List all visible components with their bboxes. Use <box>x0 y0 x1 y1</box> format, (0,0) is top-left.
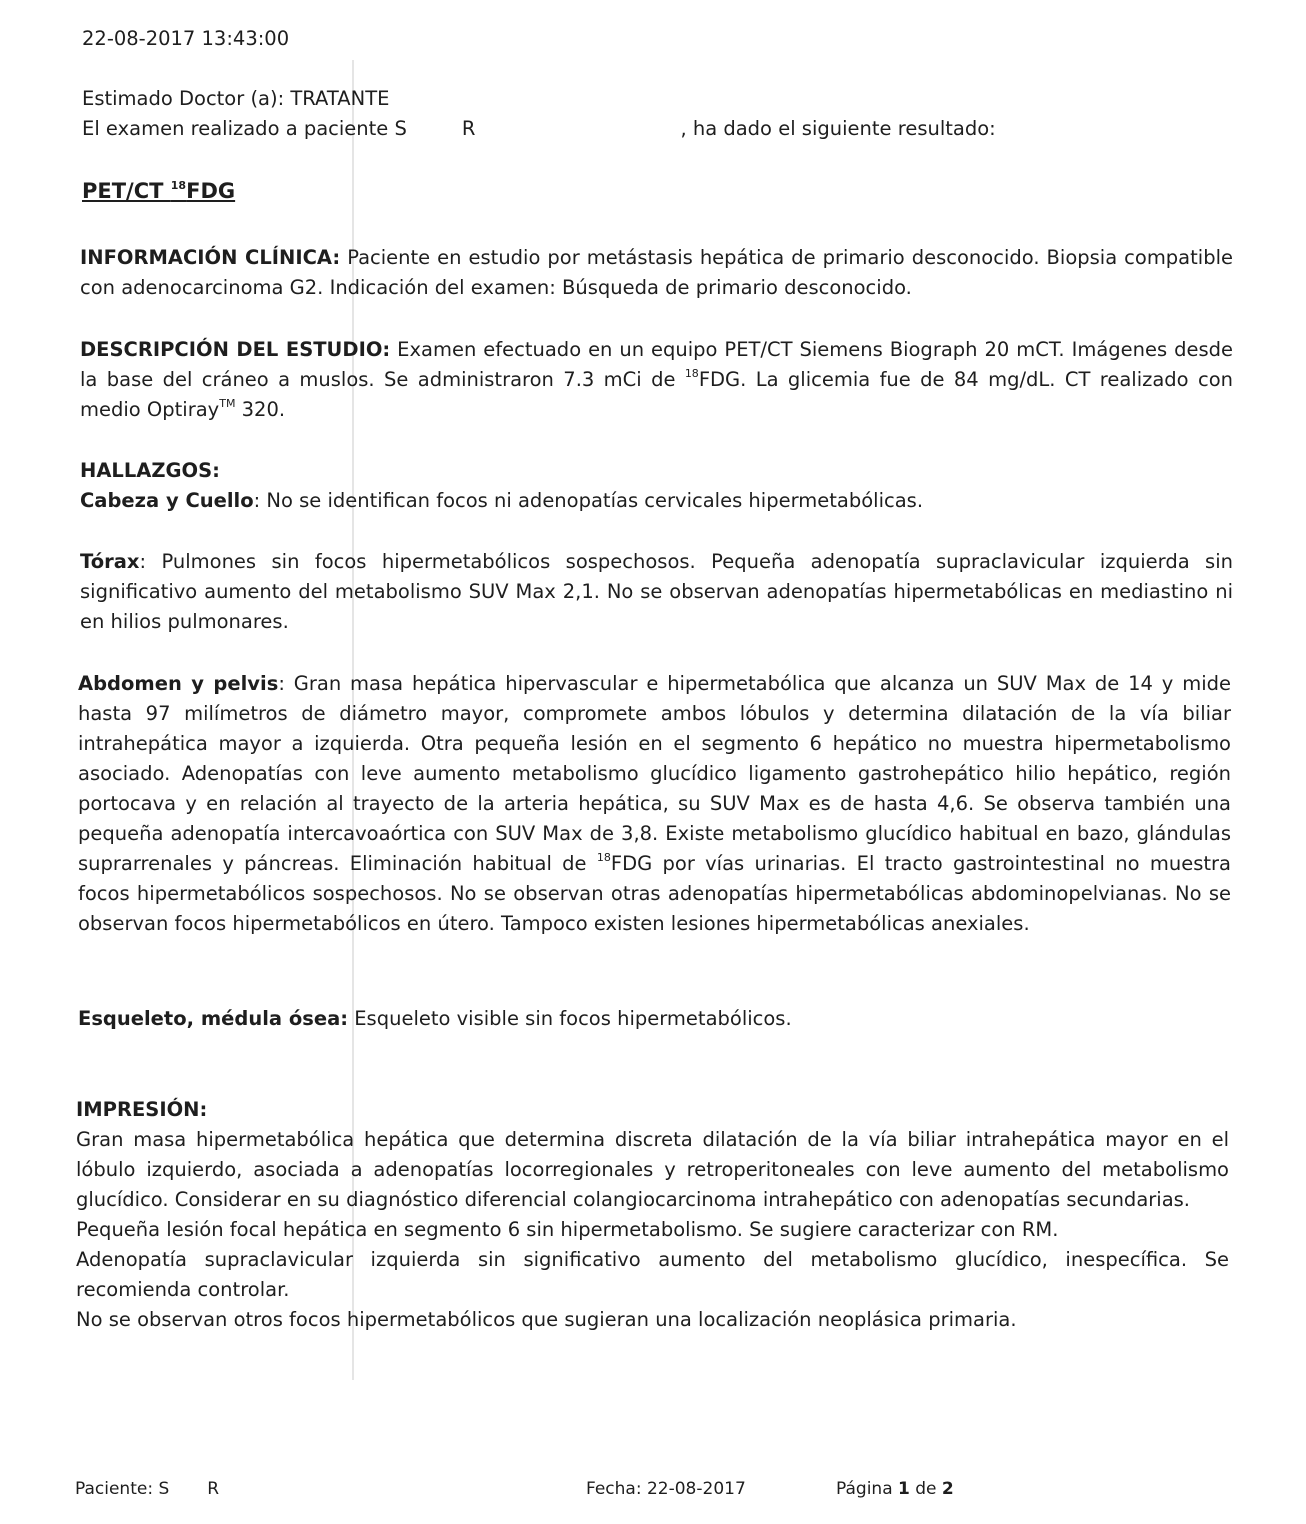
footer-page-sep: de <box>909 1479 942 1499</box>
description-sup-tm: TM <box>219 397 236 410</box>
footer-page-number <box>836 1474 954 1504</box>
description-text-3: 320. <box>235 398 286 421</box>
impression-paragraph-1: Gran masa hipermetabólica hepática que determina discreta dilatación de la vía biliar intrahepática mayor en el lóbulo izquierdo, asociada a adenopatías locorregionales y retroperitoneales con leve aumento del metabolismo glucídico. Considerar en su diagnóstico diferencial colangiocarcinoma intrahepático con adenopatías secundarias. <box>76 1128 1229 1211</box>
findings-heading <box>80 456 220 486</box>
impression-heading <box>76 1095 207 1125</box>
abdomen-text-2: FDG por vías urinarias. El tracto gastrointestinal no muestra focos hipermetabólicos sospechosos. No se observan otras adenopatías hipermetabólicas abdominopelvianas. No se observan focos hipermetabólicos en útero. Tampoco existen lesiones hipermetabólicas anexiales. <box>78 852 1231 935</box>
study-description <box>80 335 1233 425</box>
description-text-2: FDG. La glicemia fue de 84 mg/dL. CT realizado con medio Optiray <box>80 368 1233 421</box>
abdomen-sup: 18 <box>596 851 611 864</box>
footer-page-total: 2 <box>941 1479 954 1499</box>
findings-thorax <box>80 547 1233 637</box>
footer-patient <box>75 1474 219 1504</box>
footer-patient-label: Paciente: S <box>75 1479 170 1499</box>
findings-head-neck <box>80 486 1233 516</box>
findings-heading-text: HALLAZGOS: <box>80 459 220 482</box>
exam-title <box>82 176 235 206</box>
skeleton-label: Esqueleto, médula ósea: <box>78 1007 349 1030</box>
head-neck-text: : No se identifican focos ni adenopatías cervicales hipermetabólicas. <box>253 489 924 512</box>
head-neck-label: Cabeza y Cuello <box>80 489 254 512</box>
abdomen-label: Abdomen y pelvis <box>78 672 279 695</box>
findings-skeleton <box>78 1004 1231 1034</box>
intro-mid: R <box>461 117 476 140</box>
report-datetime: 22-08-2017 13:43:00 <box>82 27 290 50</box>
intro-after: , ha dado el siguiente resultado: <box>680 117 996 140</box>
impression-paragraph-4: No se observan otros focos hipermetabólicos que sugieran una localización neoplásica primaria. <box>76 1308 1017 1331</box>
thorax-label: Tórax <box>80 550 140 573</box>
impression-heading-text: IMPRESIÓN: <box>76 1098 208 1121</box>
footer-patient-mid: R <box>207 1479 220 1499</box>
findings-abdomen <box>78 669 1231 939</box>
intro-line <box>82 114 996 144</box>
skeleton-text: Esqueleto visible sin focos hipermetabólicos. <box>348 1007 792 1030</box>
footer-date: Fecha: 22-08-2017 <box>586 1479 746 1499</box>
impression-paragraph-2: Pequeña lesión focal hepática en segmento 6 sin hipermetabolismo. Se sugiere caracterizar con RM. <box>76 1218 1059 1241</box>
clinical-text: Paciente en estudio por metástasis hepática de primario desconocido. Biopsia compatible con adenocarcinoma G2. Indicación del examen: Búsqueda de primario desconocido. <box>80 246 1233 299</box>
footer-page-current: 1 <box>898 1479 910 1499</box>
description-sup-1: 18 <box>684 367 699 380</box>
impression-body <box>76 1125 1229 1335</box>
greeting: Estimado Doctor (a): TRATANTE <box>82 87 390 110</box>
description-heading: DESCRIPCIÓN DEL ESTUDIO: <box>80 338 391 361</box>
thorax-text: : Pulmones sin focos hipermetabólicos sospechosos. Pequeña adenopatía supraclavicular izquierda sin significativo aumento del metabolismo SUV Max 2,1. No se observan adenopatías hipermetabólicas en mediastino ni en hilios pulmonares. <box>80 550 1233 633</box>
intro-before: El examen realizado a paciente S <box>82 117 407 140</box>
abdomen-text-1: : Gran masa hepática hipervascular e hipermetabólica que alcanza un SUV Max de 14 y mide hasta 97 milímetros de diámetro mayor, compromete ambos lóbulos y determina dilatación de la vía biliar intrahepática mayor a izquierda. Otra pequeña lesión en el segmento 6 hepático no muestra hipermetabolismo asociado. Adenopatías con leve aumento metabolismo glucídico ligamento gastrohepático hilio hepático, región portocava y en relación al trayecto de la arteria hepática, su SUV Max es de hasta 4,6. Se observa también una pequeña adenopatía intercavoaórtica con SUV Max de 3,8. Existe metabolismo glucídico habitual en bazo, glándulas suprarrenales y páncreas. Eliminación habitual de <box>78 672 1231 875</box>
exam-title-sup: 18 <box>170 179 187 192</box>
clinical-info <box>80 243 1233 303</box>
footer-page-prefix: Página <box>836 1479 899 1499</box>
exam-title-suffix: FDG <box>186 179 236 203</box>
clinical-heading: INFORMACIÓN CLÍNICA: <box>80 246 341 269</box>
description-text-1: Examen efectuado en un equipo PET/CT Siemens Biograph 20 mCT. Imágenes desde la base del cráneo a muslos. Se administraron 7.3 mCi de <box>80 338 1234 391</box>
exam-title-prefix: PET/CT <box>82 179 171 203</box>
impression-paragraph-3: Adenopatía supraclavicular izquierda sin significativo aumento del metabolismo glucídico, inespecífica. Se recomienda controlar. <box>76 1248 1229 1301</box>
